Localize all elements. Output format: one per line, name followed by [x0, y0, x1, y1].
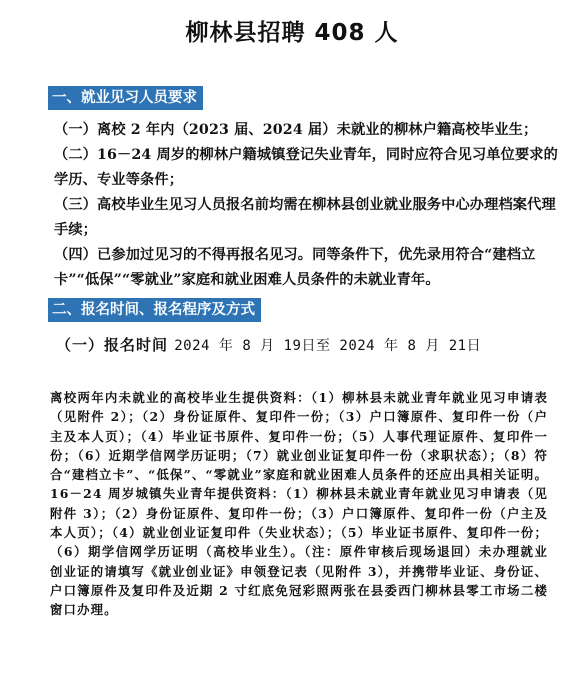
registration-materials-text: 离校两年内未就业的高校毕业生提供资料：（1）柳林县未就业青年就业见习申请表（见附件 2）；（2）身份证原件、复印件一份；（3）户口簿原件、复印件一份（户主及本人页）；（4）毕业证书原件、复印件一份；（5）人事代理证原件、复印件一份；（6）近期学信网学历证明；（7）就业创业证复印件一份（求职状态）；（8）符合“建档立卡”、“低保”、“零就业”家庭和就业困难人员条件的还应出具相关证明。16－24 周岁城镇失业青年提供资料：（1）柳林县未就业青年就业见习申请表（见附件 3）；（2）身份证原件、复印件一份；（3）户口簿原件、复印件一份（户主及本人页）；（4）就业创业证复印件（失业状态）；（5）毕业证书原件、复印件一份；（6）期学信网学历证明（高校毕业生）。（注：原件审核后现场退回）未办理就业创业证的请填写《就业创业证》申领登记表（见附件 3），并携带毕业证、身份证、户口簿原件及复印件及近期 2 寸红底免冠彩照两张在县委西门柳林县零工市场二楼窗口办理。	[50, 390, 548, 618]
registration-date-label: （一）报名时间	[56, 336, 169, 354]
registration-date-line	[56, 334, 481, 355]
page-title: 柳林县招聘 408 人	[185, 20, 399, 46]
requirements-list	[48, 118, 562, 293]
section-heading-requirements: 一、就业见习人员要求	[48, 86, 203, 110]
requirement-item-4: （四）已参加过见习的不得再报名见习。同等条件下，优先录用符合“建档立卡”“低保”“零就业”家庭和就业困难人员条件的未就业青年。	[54, 247, 536, 288]
requirement-item-2: （二）16－24 周岁的柳林户籍城镇登记失业青年，同时应符合见习单位要求的学历、专业等条件；	[54, 147, 558, 188]
requirement-item-1: （一）离校 2 年内（2023 届、2024 届）未就业的柳林户籍高校毕业生；	[54, 122, 538, 138]
requirement-item-3: （三）高校毕业生见习人员报名前均需在柳林县创业就业服务中心办理档案代理手续；	[54, 197, 556, 238]
section-heading-registration: 二、报名时间、报名程序及方式	[48, 298, 261, 322]
registration-date-range: 2024 年 8 月 19日至 2024 年 8 月 21日	[174, 338, 482, 354]
